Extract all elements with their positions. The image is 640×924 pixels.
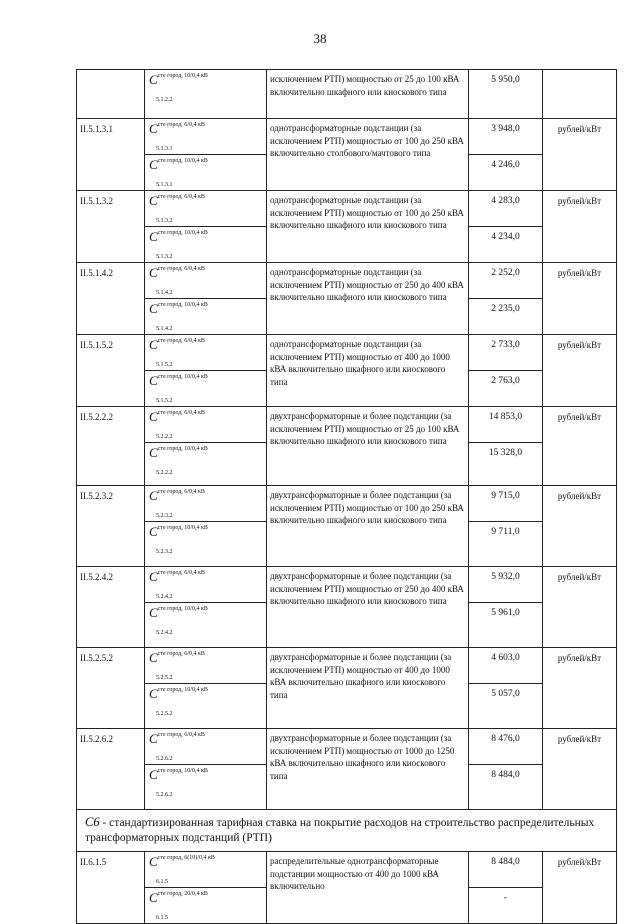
rate-subscript: 5.2.2.2 bbox=[156, 470, 173, 476]
rate-subscript: 5.2.3.2 bbox=[156, 549, 173, 555]
rate-symbol-cell bbox=[145, 567, 267, 603]
rate-letter: C bbox=[149, 854, 158, 869]
rate-value: 8 484,0 bbox=[469, 765, 543, 810]
rate-symbol-cell bbox=[145, 729, 267, 765]
rate-symbol bbox=[149, 890, 208, 921]
rate-subscript: 5.1.4.2 bbox=[156, 290, 173, 296]
unit-cell: рублей/кВт bbox=[543, 263, 617, 335]
code-cell: II.5.2.3.2 bbox=[77, 486, 145, 567]
rate-symbol-cell bbox=[145, 119, 267, 155]
rate-letter: C bbox=[149, 121, 158, 136]
rate-symbol bbox=[149, 409, 205, 440]
rate-letter: C bbox=[149, 157, 158, 172]
rate-superscript: сте город, 6(10)/0,4 кВ bbox=[157, 855, 215, 861]
rate-value: 15 328,0 bbox=[469, 443, 543, 486]
description-cell: однотрансформаторные подстанции (за исключением РТП) мощностью от 250 до 400 кВА включительно шкафного или киоскового типа bbox=[267, 263, 469, 335]
rate-symbol-cell bbox=[145, 852, 267, 888]
code-cell bbox=[77, 70, 145, 119]
code-cell: II.5.1.3.1 bbox=[77, 119, 145, 191]
rate-symbol-cell bbox=[145, 371, 267, 407]
description-cell: двухтрансформаторные и более подстанции (за исключением РТП) мощностью от 1000 до 1250 кВА включительно шкафного или киоскового типа bbox=[267, 729, 469, 810]
unit-cell: рублей/кВт bbox=[543, 486, 617, 567]
rate-value: 3 948,0 bbox=[469, 119, 543, 155]
rate-letter: C bbox=[149, 569, 158, 584]
rate-value: 4 246,0 bbox=[469, 155, 543, 191]
rate-subscript: 5.2.6.2 bbox=[156, 756, 173, 762]
rate-subscript: 5.1.3.1 bbox=[156, 146, 173, 152]
rate-subscript: 5.1.2.2 bbox=[156, 97, 173, 103]
rate-symbol-cell bbox=[145, 603, 267, 648]
code-cell: II.5.2.5.2 bbox=[77, 648, 145, 729]
rate-value: 9 711,0 bbox=[469, 522, 543, 567]
unit-cell: рублей/кВт bbox=[543, 729, 617, 810]
tariff-table bbox=[76, 69, 617, 924]
rate-letter: C bbox=[149, 686, 158, 701]
rate-letter: C bbox=[149, 301, 158, 316]
rate-superscript: сте город, 6/0,4 кВ bbox=[157, 570, 205, 576]
rate-symbol bbox=[149, 605, 208, 636]
rate-superscript: сте город, 10/0,4 кВ bbox=[157, 606, 208, 612]
description-cell: однотрансформаторные подстанции (за исключением РТП) мощностью от 100 до 250 кВА включительно столбового/мачтового типа bbox=[267, 119, 469, 191]
code-cell: II.5.2.6.2 bbox=[77, 729, 145, 810]
page-number: 38 bbox=[313, 31, 327, 46]
rate-symbol bbox=[149, 524, 208, 555]
code-cell: II.6.1.5 bbox=[77, 852, 145, 924]
rate-symbol bbox=[149, 650, 205, 681]
rate-symbol bbox=[149, 121, 205, 152]
table-row bbox=[77, 852, 617, 888]
table-row bbox=[77, 191, 617, 227]
code-cell: II.5.1.5.2 bbox=[77, 335, 145, 407]
code-cell: II.5.2.2.2 bbox=[77, 407, 145, 486]
rate-superscript: сте город, 10/0,4 кВ bbox=[157, 525, 208, 531]
rate-symbol bbox=[149, 157, 208, 188]
rate-superscript: сте город, 10/0,4 кВ bbox=[157, 768, 208, 774]
rate-superscript: сте город, 6/0,4 кВ bbox=[157, 122, 205, 128]
description-cell: распределительные однотрансформаторные подстанции мощностью от 400 до 1000 кВА включительно bbox=[267, 852, 469, 924]
rate-symbol bbox=[149, 193, 205, 224]
unit-cell: рублей/кВт bbox=[543, 567, 617, 648]
description-cell: однотрансформаторные подстанции (за исключением РТП) мощностью от 400 до 1000 кВА включительно шкафного или киоскового типа bbox=[267, 335, 469, 407]
rate-superscript: сте город, 10/0,4 кВ bbox=[157, 687, 208, 693]
code-cell: II.5.2.4.2 bbox=[77, 567, 145, 648]
unit-cell: рублей/кВт bbox=[543, 852, 617, 924]
rate-symbol bbox=[149, 731, 205, 762]
table-row bbox=[77, 263, 617, 299]
rate-value: 8 476,0 bbox=[469, 729, 543, 765]
rate-symbol-cell bbox=[145, 155, 267, 191]
rate-subscript: 5.2.5.2 bbox=[156, 675, 173, 681]
unit-cell: рублей/кВт bbox=[543, 648, 617, 729]
description-cell: двухтрансформаторные и более подстанции (за исключением РТП) мощностью от 100 до 250 кВА включительно шкафного или киоскового типа bbox=[267, 486, 469, 567]
rate-subscript: 5.2.4.2 bbox=[156, 594, 173, 600]
rate-superscript: сте город, 6/0,4 кВ bbox=[157, 651, 205, 657]
rate-symbol-cell bbox=[145, 684, 267, 729]
rate-subscript: 5.1.3.2 bbox=[156, 218, 173, 224]
rate-letter: C bbox=[149, 193, 158, 208]
rate-superscript: сте город, 10/0,4 кВ bbox=[157, 158, 208, 164]
rate-subscript: 5.2.6.2 bbox=[156, 792, 173, 798]
description-cell: двухтрансформаторные и более подстанции (за исключением РТП) мощностью от 250 до 400 кВА включительно шкафного или киоскового типа bbox=[267, 567, 469, 648]
rate-letter: C bbox=[149, 337, 158, 352]
rate-letter: C bbox=[149, 409, 158, 424]
rate-value: 5 057,0 bbox=[469, 684, 543, 729]
rate-symbol-cell bbox=[145, 70, 267, 119]
unit-cell: рублей/кВт bbox=[543, 335, 617, 407]
rate-symbol bbox=[149, 445, 208, 476]
rate-superscript: сте город, 6/0,4 кВ bbox=[157, 410, 205, 416]
rate-subscript: 6.1.5 bbox=[156, 915, 168, 921]
rate-symbol bbox=[149, 72, 208, 103]
rate-superscript: сте город, 10/0,4 кВ bbox=[157, 73, 208, 79]
rate-symbol-cell bbox=[145, 191, 267, 227]
rate-symbol-cell bbox=[145, 227, 267, 263]
rate-superscript: сте город, 10/0,4 кВ bbox=[157, 446, 208, 452]
rate-letter: C bbox=[149, 524, 158, 539]
rate-symbol-cell bbox=[145, 263, 267, 299]
unit-cell: рублей/кВт bbox=[543, 119, 617, 191]
rate-superscript: сте город, 6/0,4 кВ bbox=[157, 489, 205, 495]
rate-subscript: 5.1.3.2 bbox=[156, 254, 173, 260]
rate-value: 8 484,0 bbox=[469, 852, 543, 888]
description-cell: исключением РТП) мощностью от 25 до 100 кВА включительно шкафного или киоскового типа bbox=[267, 70, 469, 119]
rate-value: 5 961,0 bbox=[469, 603, 543, 648]
rate-superscript: сте город, 6/0,4 кВ bbox=[157, 338, 205, 344]
section-heading bbox=[77, 810, 617, 852]
rate-superscript: сте город, 6/0,4 кВ bbox=[157, 732, 205, 738]
unit-cell: рублей/кВт bbox=[543, 191, 617, 263]
rate-letter: C bbox=[149, 650, 158, 665]
rate-symbol-cell bbox=[145, 486, 267, 522]
rate-symbol-cell bbox=[145, 648, 267, 684]
rate-superscript: сте город, 6/0,4 кВ bbox=[157, 194, 205, 200]
rate-value: 4 603,0 bbox=[469, 648, 543, 684]
rate-symbol-cell bbox=[145, 299, 267, 335]
rate-subscript: 6.1.5 bbox=[156, 879, 168, 885]
description-cell: двухтрансформаторные и более подстанции (за исключением РТП) мощностью от 400 до 1000 кВА включительно шкафного или киоскового типа bbox=[267, 648, 469, 729]
rate-symbol bbox=[149, 854, 215, 885]
section-symbol: С6 bbox=[85, 815, 100, 829]
rate-subscript: 5.1.5.2 bbox=[156, 398, 173, 404]
table-row bbox=[77, 70, 617, 119]
rate-value: 2 733,0 bbox=[469, 335, 543, 371]
rate-symbol bbox=[149, 488, 205, 519]
rate-symbol bbox=[149, 229, 208, 260]
rate-symbol-cell bbox=[145, 335, 267, 371]
table-row bbox=[77, 648, 617, 684]
rate-letter: C bbox=[149, 373, 158, 388]
rate-subscript: 5.1.5.2 bbox=[156, 362, 173, 368]
rate-letter: C bbox=[149, 731, 158, 746]
rate-subscript: 5.1.4.2 bbox=[156, 326, 173, 332]
rate-subscript: 5.2.3.2 bbox=[156, 513, 173, 519]
rate-letter: C bbox=[149, 265, 158, 280]
rate-subscript: 5.1.3.1 bbox=[156, 182, 173, 188]
rate-letter: C bbox=[149, 72, 158, 87]
rate-symbol bbox=[149, 265, 205, 296]
rate-subscript: 5.2.2.2 bbox=[156, 434, 173, 440]
section-row bbox=[77, 810, 617, 852]
rate-superscript: сте город, 10/0,4 кВ bbox=[157, 374, 208, 380]
rate-symbol bbox=[149, 337, 205, 368]
rate-value: 2 252,0 bbox=[469, 263, 543, 299]
rate-value: 2 763,0 bbox=[469, 371, 543, 407]
rate-symbol-cell bbox=[145, 765, 267, 810]
rate-value: 9 715,0 bbox=[469, 486, 543, 522]
rate-superscript: сте город, 20/0,4 кВ bbox=[157, 891, 208, 897]
description-cell: двухтрансформаторные и более подстанции (за исключением РТП) мощностью от 25 до 100 кВА включительно шкафного или киоскового типа bbox=[267, 407, 469, 486]
rate-superscript: сте город, 6/0,4 кВ bbox=[157, 266, 205, 272]
rate-symbol-cell bbox=[145, 443, 267, 486]
rate-subscript: 5.2.4.2 bbox=[156, 630, 173, 636]
rate-letter: C bbox=[149, 488, 158, 503]
rate-symbol-cell bbox=[145, 522, 267, 567]
rate-value: 14 853,0 bbox=[469, 407, 543, 443]
table-row bbox=[77, 486, 617, 522]
rate-value: 4 283,0 bbox=[469, 191, 543, 227]
unit-cell bbox=[543, 70, 617, 119]
rate-symbol bbox=[149, 301, 208, 332]
rate-superscript: сте город, 10/0,4 кВ bbox=[157, 302, 208, 308]
rate-superscript: сте город, 10/0,4 кВ bbox=[157, 230, 208, 236]
rate-letter: C bbox=[149, 767, 158, 782]
code-cell: II.5.1.4.2 bbox=[77, 263, 145, 335]
section-text: - стандартизированная тарифная ставка на покрытие расходов на строительство распределительных трансформаторных подстанций (РТП) bbox=[85, 817, 595, 844]
code-cell: II.5.1.3.2 bbox=[77, 191, 145, 263]
rate-value: 5 932,0 bbox=[469, 567, 543, 603]
table-row bbox=[77, 335, 617, 371]
rate-symbol bbox=[149, 569, 205, 600]
rate-symbol-cell bbox=[145, 407, 267, 443]
table-row bbox=[77, 119, 617, 155]
rate-value: 4 234,0 bbox=[469, 227, 543, 263]
rate-symbol bbox=[149, 373, 208, 404]
rate-value: - bbox=[469, 888, 543, 924]
table-row bbox=[77, 729, 617, 765]
rate-letter: C bbox=[149, 445, 158, 460]
rate-symbol bbox=[149, 767, 208, 798]
rate-letter: C bbox=[149, 605, 158, 620]
table-row bbox=[77, 407, 617, 443]
rate-symbol bbox=[149, 686, 208, 717]
rate-letter: C bbox=[149, 890, 158, 905]
rate-subscript: 5.2.5.2 bbox=[156, 711, 173, 717]
table-row bbox=[77, 567, 617, 603]
rate-letter: C bbox=[149, 229, 158, 244]
rate-value: 5 950,0 bbox=[469, 70, 543, 119]
description-cell: однотрансформаторные подстанции (за исключением РТП) мощностью от 100 до 250 кВА включительно шкафного или киоскового типа bbox=[267, 191, 469, 263]
rate-symbol-cell bbox=[145, 888, 267, 924]
unit-cell: рублей/кВт bbox=[543, 407, 617, 486]
rate-value: 2 235,0 bbox=[469, 299, 543, 335]
